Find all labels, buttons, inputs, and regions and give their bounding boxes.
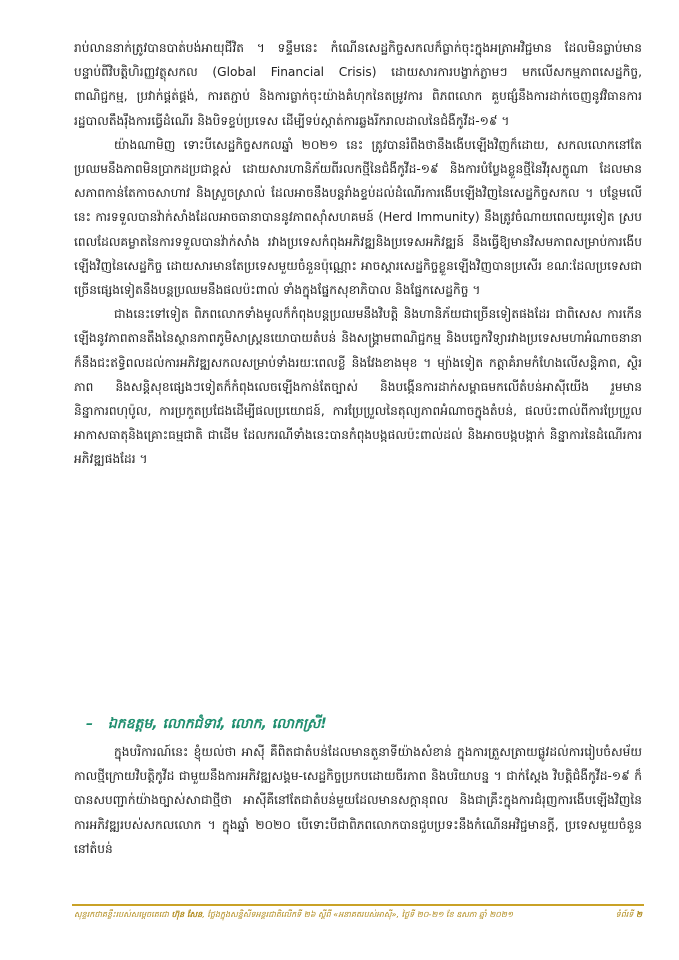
paragraph-4: ក្នុងបរិការណ៍នេះ ខ្ញុំយល់ថា អាស៊ី គឺពិតជាតំបន់ដែលមានតួនាទីយ៉ាងសំខាន់ ក្នុងការត្រួសត្រាយផ្លូវដល់ការរៀបចំសម័យកាលថ្មីក្រោយវិបត្តិកូវីដ ជាមួយនឹងការអភិវឌ្ឍសង្គម-សេដ្ឋកិច្ចប្រកបដោយចីរភាព និងបរិយាបន្ន ។ ជាក់ស្តែង វិបត្តិជំងឺកូវីដ-១៩ ក៏បានសបញ្ជាក់យ៉ាងច្បាស់សាជាថ្មីថា អាស៊ីគឺនៅតែជាតំបន់មួយដែលមានសក្តានុពល និងជាគ្រឹះក្នុងការជំរុញការងើបឡើងវិញនៃការអភិវឌ្ឍរបស់សកលលោក ។ ក្នុងឆ្នាំ ២០២០ បើទោះបីជាពិភពលោកបានជួបប្រទះនឹងកំណើនអវិជ្ជមានក្តី, ប្រទេសមួយចំនួននៅតំបន់ xyxy=(74,745,642,856)
footer-divider xyxy=(72,904,644,906)
footer-page-number: ២ xyxy=(635,910,642,919)
footer-citation xyxy=(74,909,513,921)
page-footer xyxy=(74,909,642,921)
heading-dash: – xyxy=(86,716,93,732)
footer-page xyxy=(616,909,642,921)
footer-citation-name: ហ៊ុន សែន xyxy=(171,910,203,919)
body-text-top xyxy=(74,36,642,472)
paragraph-3: ជាងនេះទៅទៀត ពិភពលោកទាំងមូលក៏កំពុងបន្តប្រឈមនឹងវិបត្តិ និងហានិភ័យជាច្រើនទៀតផងដែរ ជាពិសេស ការកើនឡើងនូវភាពតានតឹងនៃស្ថានភាពភូមិសាស្ត្រនយោបាយតំបន់ និងសង្គ្រាមពាណិជ្ជកម្ម និងបច្ចេកវិទ្យារវាងប្រទេសមហាអំណាចនានា ក៏នឹងជះឥទ្ធិពលដល់ការអភិវឌ្ឍសកលសម្រាប់ទាំងរយៈពេលខ្លី និងវែងខាងមុខ ។ ម្យ៉ាងទៀត កត្តាគំរាមកំហែងលើសន្តិភាព, ស្ថិរភាព និងសន្តិសុខផ្សេងៗទៀតក៏កំពុងលេចឡើងកាន់តែច្បាស់ និងបង្កើនការដាក់សម្ពាធមកលើតំបន់អាស៊ីយើង រួមមាន និន្នាការពហុប៉ូល, ការប្រកួតប្រជែងដើម្បីផលប្រយោជន៍, ការប្រែប្រួលនៃតុល្យភាពអំណាចក្នុងតំបន់, ផលប៉ះពាល់ពីការប្រែប្រួលអាកាសធាតុនិងគ្រោះធម្មជាតិ ជាដើម ដែលករណីទាំងនេះបានកំពុងបង្កផលប៉ះពាល់ដល់ និងអាចបង្កបង្កាក់ និន្នាការនៃដំណើរការអភិវឌ្ឍផងដែរ ។ xyxy=(74,307,642,467)
footer-citation-suffix: , ថ្លែងក្នុងសន្និសីទអន្តរជាតិលើកទី ២៦ ស្តីពី «អនាគតរបស់អាស៊ី», ថ្ងៃទី ២០-២១ ខែ ឧសភា ឆ្នាំ ២០២១ xyxy=(202,910,514,919)
paragraph-2: យ៉ាងណាមិញ ទោះបីសេដ្ឋកិច្ចសកលឆ្នាំ ២០២១ នេះ ត្រូវបានរំពឹងថានឹងងើបឡើងវិញក៏ដោយ, សកលលោកនៅតែប្រឈមនឹងភាពមិនប្រាកដប្រជាខ្ពស់ ដោយសារហានិភ័យពីរលកថ្មីនៃជំងឺកូវីដ-១៩ និងការបំប្លែងខ្លួនថ្មីនៃវីរុសក្លូណា ដែលមានសភាពកាន់តែកាចសាហាវ និងស្រួចស្រាល់ ដែលអាចនឹងបន្តរាំងខ្ទប់ដល់ដំណើរការងើបឡើងវិញនៃសេដ្ឋកិច្ចសកល ។ បន្ថែមលើនេះ ការទទួលបានវ៉ាក់សាំងដែលអាចធានាបាននូវភាពស៊ាំសហគមន៍ (Herd Immunity) នឹងត្រូវចំណាយពេលយូរទៀត ស្របពេលដែលគម្លាតនៃការទទួលបានវ៉ាក់សាំង រវាងប្រទេសកំពុងអភិវឌ្ឍនិងប្រទេសអភិវឌ្ឍន៍ នឹងធ្វើឱ្យមានវិសមភាពសម្រាប់ការងើបឡើងវិញនៃសេដ្ឋកិច្ច ដោយសារមានតែប្រទេសមួយចំនួនប៉ុណ្ណោះ អាចស្តារសេដ្ឋកិច្ចខ្លួនឡើងវិញបានប្រសើរ ខណៈដែលប្រទេសជាច្រើនផ្សេងទៀតនឹងបន្តប្រឈមនឹងផលប៉ះពាល់ ទាំងក្នុងផ្នែកសុខាភិបាល និងផ្នែកសេដ្ឋកិច្ច ។ xyxy=(74,137,642,298)
body-text-bottom xyxy=(74,740,642,861)
paragraph-1: រាប់លាននាក់ត្រូវបានបាត់បង់អាយុជីវិត ។ ទន្ទឹមនេះ កំណើនសេដ្ឋកិច្ចសកលក៏ធ្លាក់ចុះក្នុងអត្រាអវិជ្ជមាន ដែលមិនធ្លាប់មាន បន្ទាប់ពីវិបត្តិហិរញ្ញវត្ថុសកល (Global Financial Crisis) ដោយសារការបង្ខាក់ភ្លាមៗ មកលើសកម្មភាពសេដ្ឋកិច្ច, ពាណិជ្ជកម្ម, ប្រវាក់ផ្គត់ផ្គង់, ការតភ្ជាប់ និងការធ្លាក់ចុះយ៉ាងគំហុកនៃតម្រូវការ ពិភពលោក គួបផ្សំនឹងការដាក់ចេញនូវវិធានការរដ្ឋបាលតឹងរ៉ឹងការធ្វើដំណើរ និងបិទខ្ទប់ប្រទេស ដើម្បីទប់ស្កាត់ការឆ្លងរីករាលដាលនៃជំងឺកូវីដ-១៩ ។ xyxy=(74,41,642,128)
footer-page-label: ទំព័រទី xyxy=(615,910,634,919)
footer-citation-prefix: សុន្ទរកថាគន្លឹះរបស់សម្តេចតេជោ xyxy=(74,910,169,919)
section-heading xyxy=(86,714,327,735)
heading-text: ឯកឧត្តម, លោកជំទាវ, លោក, លោកស្រី! xyxy=(107,716,327,732)
